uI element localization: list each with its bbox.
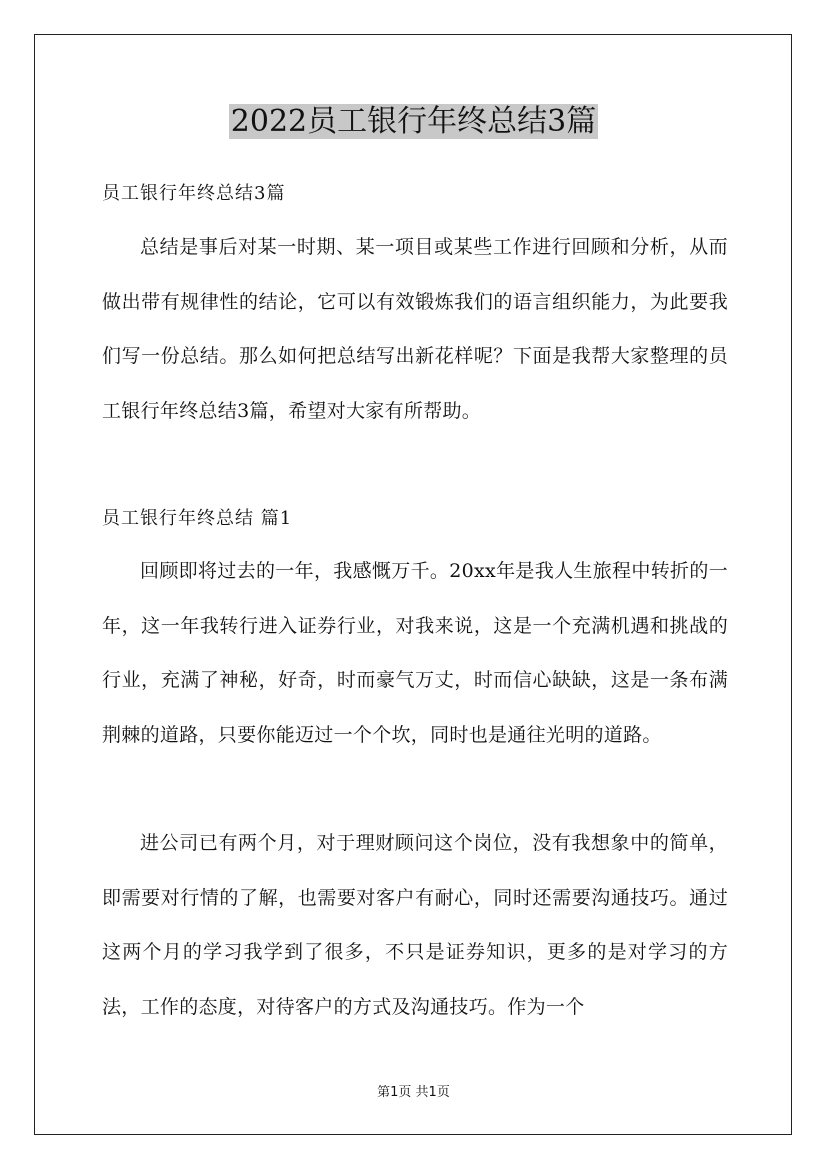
intro-paragraph: 总结是事后对某一时期、某一项目或某些工作进行回顾和分析，从而做出带有规律性的结论，它可以有效锻炼我们的语言组织能力，为此要我们写一份总结。那么如何把总结写出新花样呢？下面是我帮大家整理的员工银行年终总结3篇，希望对大家有所帮助。	[102, 236, 728, 422]
document-title-text: 2022员工银行年终总结3篇	[230, 104, 597, 139]
document-title	[0, 100, 827, 144]
page-footer: 第1页 共1页	[377, 1085, 450, 1100]
section-1-paragraph-2: 进公司已有两个月，对于理财顾问这个岗位，没有我想象中的简单，即需要对行情的了解，也需要对客户有耐心，同时还需要沟通技巧。通过这两个月的学习我学到了很多，不只是证券知识，更多的是对学习的方法，工作的态度，对待客户的方式及沟通技巧。作为一个	[102, 832, 728, 1018]
section-1-paragraph-1: 回顾即将过去的一年，我感慨万千。20xx年是我人生旅程中转折的一年，这一年我转行进入证券行业，对我来说，这是一个充满机遇和挑战的行业，充满了神秘，好奇，时而豪气万丈，时而信心缺缺，这是一条布满荆棘的道路，只要你能迈过一个个坎，同时也是通往光明的道路。	[102, 560, 728, 746]
document-subtitle: 员工银行年终总结3篇	[102, 183, 286, 204]
section-1-heading: 员工银行年终总结 篇1	[102, 508, 293, 529]
